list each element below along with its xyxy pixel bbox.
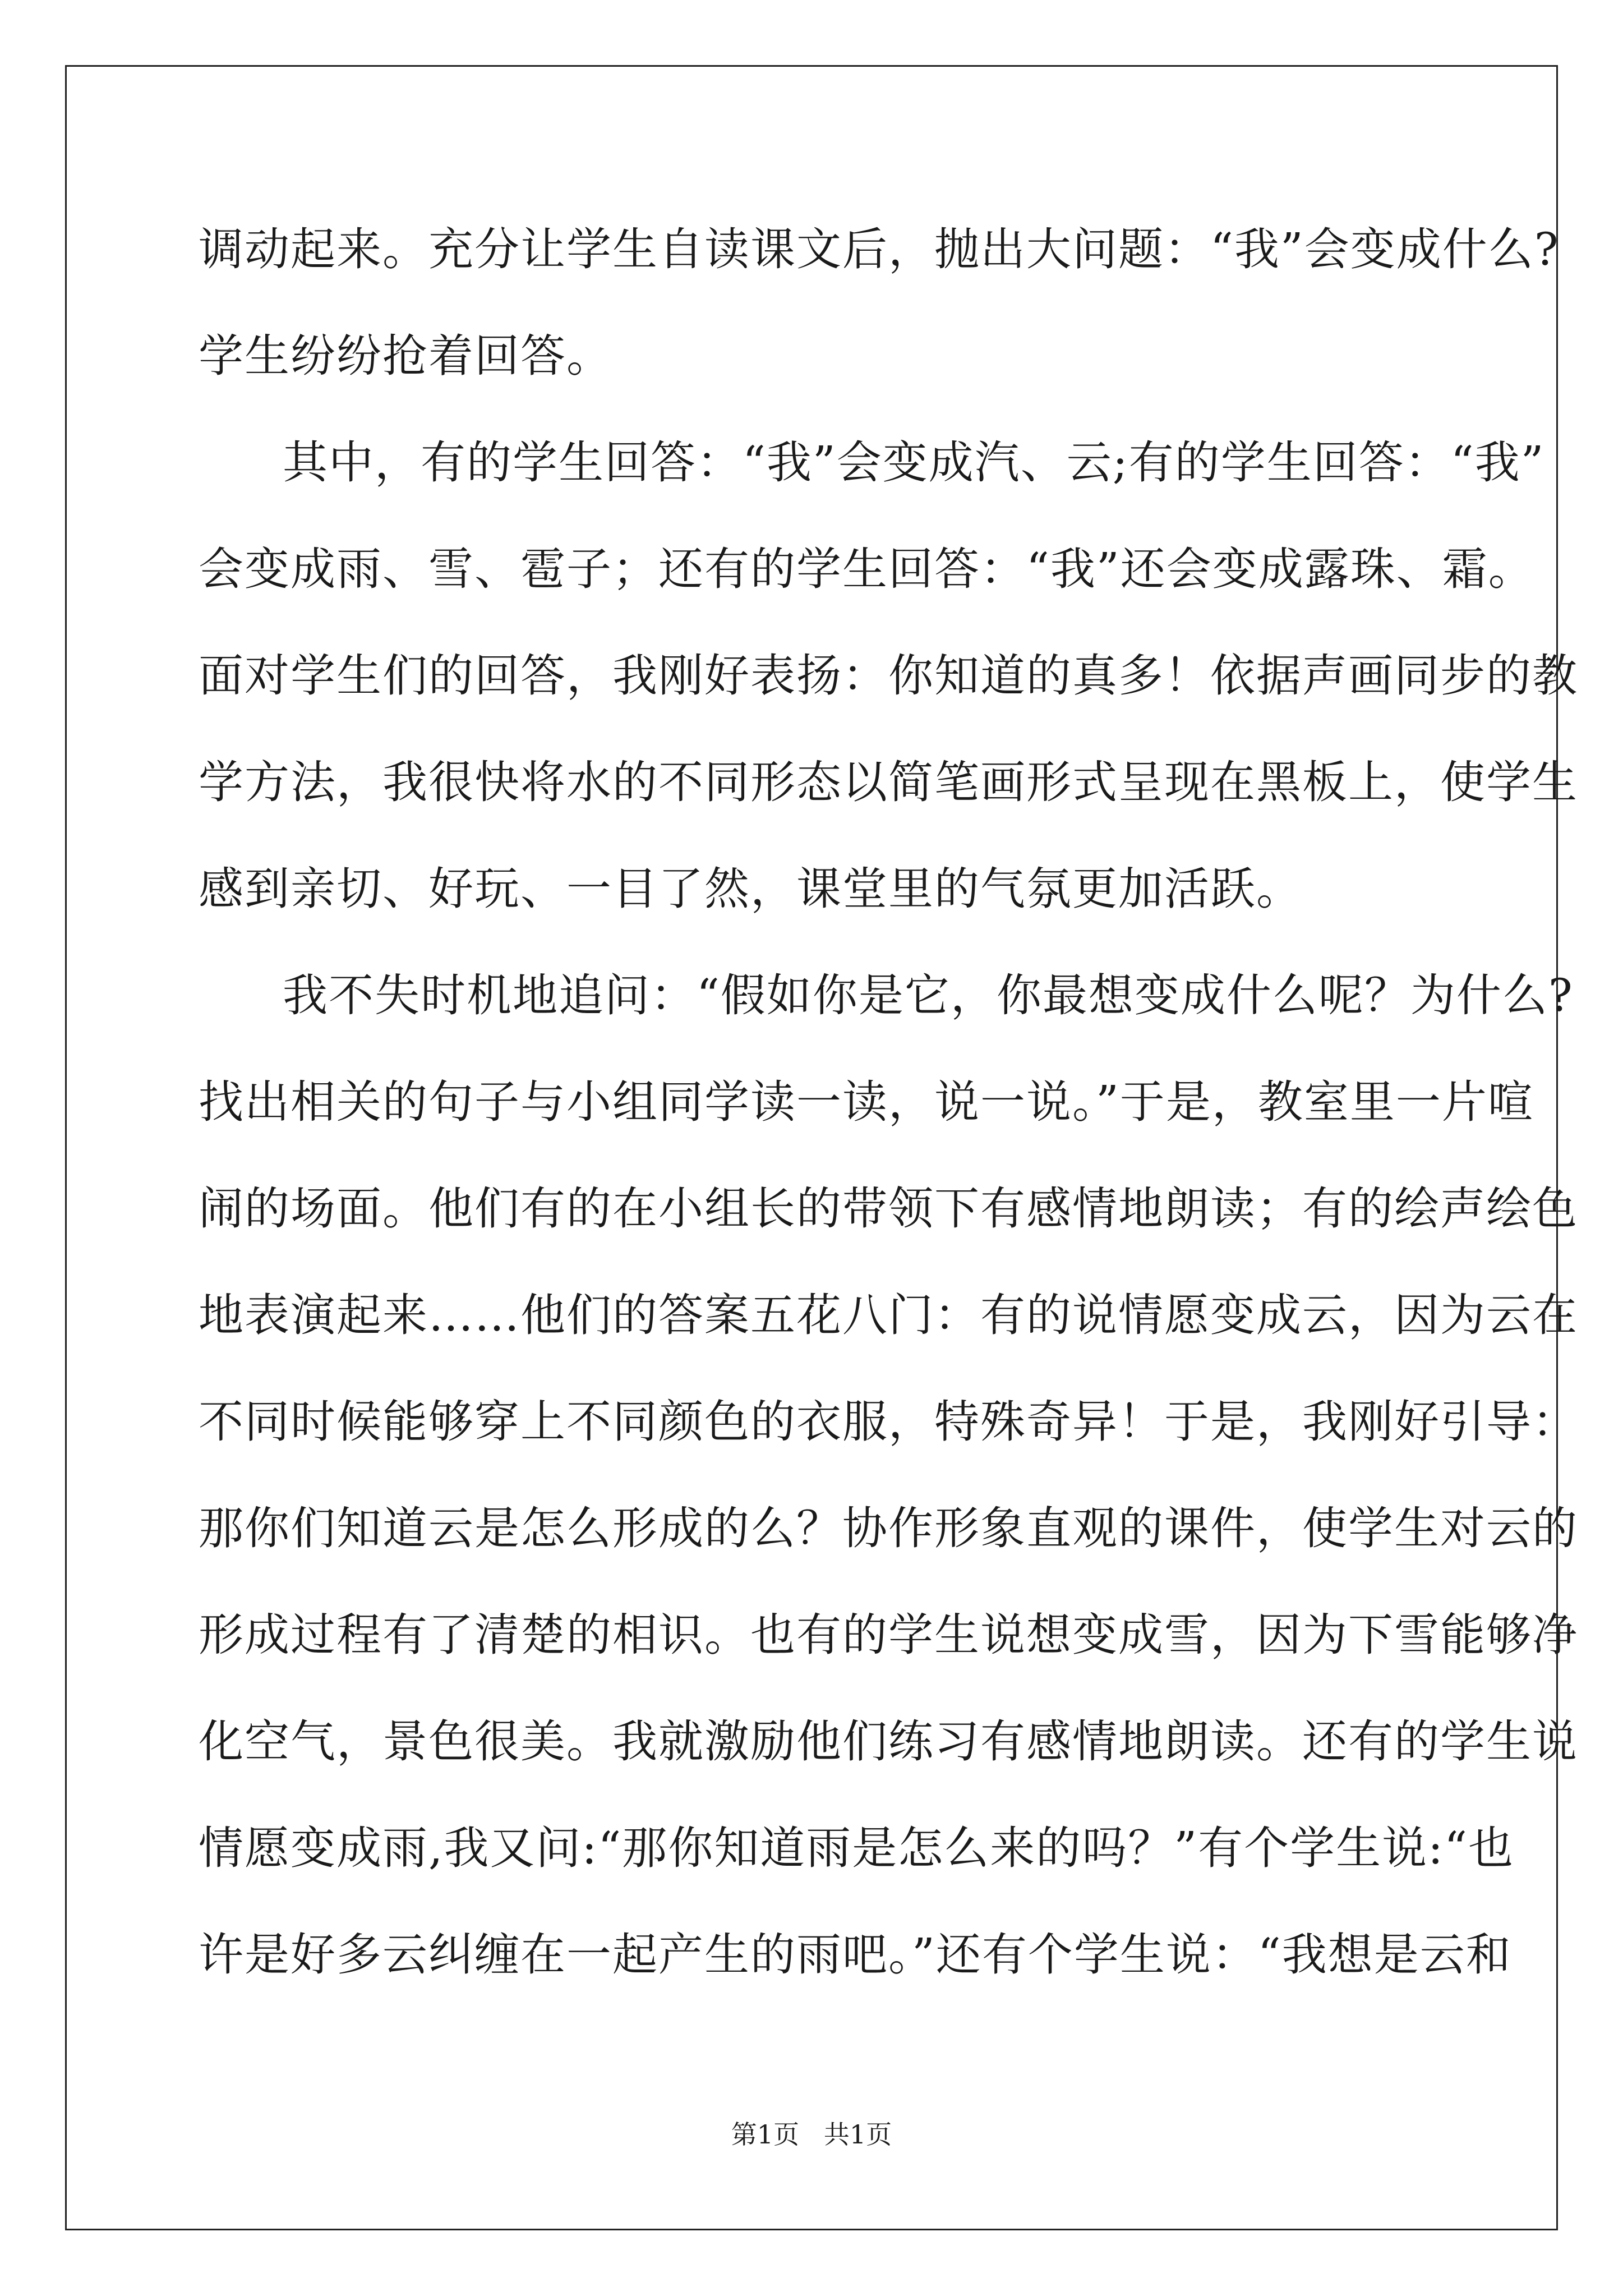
text-line: 找出相关的句子与小组同学读一读，说一说。”于是，教室里一片喧: [199, 1076, 1534, 1128]
text-line: 学方法，我很快将水的不同形态以简笔画形式呈现在黑板上，使学生: [199, 756, 1578, 808]
page-footer: 第1页 共1页: [731, 2119, 892, 2150]
text-line: 情愿变成雨,我又问:“那你知道雨是怎么来的吗？”有个学生说:“也: [199, 1822, 1515, 1874]
text-line: 地表演起来……他们的答案五花八门：有的说情愿变成云，因为云在: [199, 1289, 1578, 1341]
text-line: 会变成雨、雪、雹子；还有的学生回答：“我”还会变成露珠、霜。: [199, 543, 1534, 595]
text-line: 化空气，景色很美。我就激励他们练习有感情地朗读。还有的学生说: [199, 1715, 1578, 1768]
text-line: 许是好多云纠缠在一起产生的雨吧。”还有个学生说：“我想是云和: [199, 1929, 1512, 1981]
text-line: 不同时候能够穿上不同颜色的衣服，特殊奇异！于是，我刚好引导：: [199, 1396, 1578, 1448]
text-line: 那你们知道云是怎么形成的么？协作形象直观的课件，使学生对云的: [199, 1502, 1578, 1554]
text-line: 闹的场面。他们有的在小组长的带领下有感情地朗读；有的绘声绘色: [199, 1182, 1578, 1235]
text-line: 学生纷纷抢着回答。: [199, 330, 612, 382]
text-line: 形成过程有了清楚的相识。也有的学生说想变成雪，因为下雪能够净: [199, 1609, 1578, 1661]
document-body: [199, 208, 1578, 2019]
text-line: 调动起来。充分让学生自读课文后，抛出大问题：“我”会变成什么?: [199, 223, 1560, 275]
paragraph-first-line: 其中，有的学生回答：“我”会变成汽、云;有的学生回答：“我”: [283, 436, 1545, 489]
text-line: 面对学生们的回答，我刚好表扬：你知道的真多！依据声画同步的教: [199, 650, 1578, 702]
text-line: 感到亲切、好玩、一目了然，课堂里的气氛更加活跃。: [199, 863, 1302, 915]
paragraph-first-line: 我不失时机地追问：“假如你是它，你最想变成什么呢？为什么?: [283, 969, 1574, 1022]
